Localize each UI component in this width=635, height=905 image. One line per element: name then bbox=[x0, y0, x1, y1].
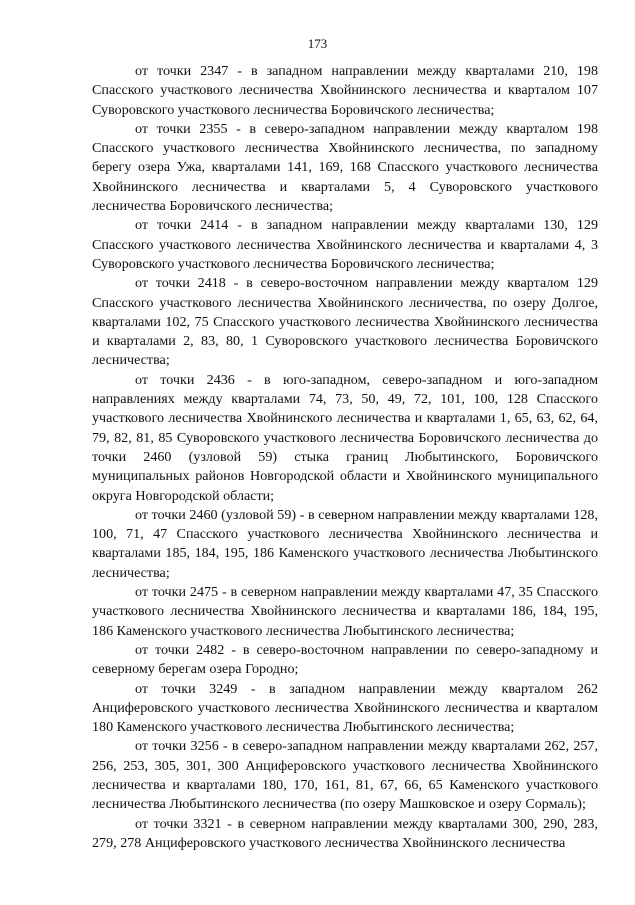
paragraph: от точки 2418 - в северо-восточном направлении между кварталом 129 Спасского участкового лесничества Хвойнинского лесничества, по озеру Долгое, кварталами 102, 75 Спасского участкового лесничества Хвойнинского лесничества и кварталами 2, 83, 80, 1 Суворовского участкового лесничества Боровичского лесничества; bbox=[92, 275, 598, 369]
paragraph: от точки 3256 - в северо-западном направлении между кварталами 262, 257, 256, 253, 305, 301, 300 Анциферовского участкового лесничества Хвойнинского лесничества и кварталами 180, 170, 161, 81, 67, 66, 65 Каменского участкового лесничества Любытинского лесничества (по озеру Машковское и озеру Сормаль); bbox=[92, 738, 598, 813]
paragraph: от точки 3321 - в северном направлении между кварталами 300, 290, 283, 279, 278 Анциферовского участкового лесничества Хвойнинского лесничества bbox=[92, 815, 598, 851]
paragraph: от точки 2460 (узловой 59) - в северном направлении между кварталами 128, 100, 71, 47 Спасского участкового лесничества Хвойнинского лесничества и кварталами 185, 184, 195, 186 Каменского участкового лесничества Любытинского лесничества; bbox=[92, 506, 598, 581]
paragraph: от точки 2475 - в северном направлении между кварталами 47, 35 Спасского участкового лесничества Хвойнинского лесничества и кварталами 186, 184, 195, 186 Каменского участкового лесничества Любытинского лесничества; bbox=[92, 584, 598, 639]
document-body bbox=[92, 62, 598, 853]
paragraph: от точки 2436 - в юго-западном, северо-западном и юго-западном направлениях между кварталами 74, 73, 50, 49, 72, 101, 100, 128 Спасского участкового лесничества Хвойнинского лесничества и кварталами 1, 65, 63, 62, 64, 79, 82, 81, 85 Суворовского участкового лесничества Боровичского лесничества до точки 2460 (узловой 59) стыка границ Любытинского, Боровичского муниципальных районов Новгородской области и Хвойнинского муниципального округа Новгородской области; bbox=[92, 371, 598, 504]
paragraph: от точки 2355 - в северо-западном направлении между кварталом 198 Спасского участкового лесничества Хвойнинского лесничества, по западному берегу озера Ужа, кварталами 141, 169, 168 Спасского участкового лесничества Хвойнинского лесничества и кварталами 5, 4 Суворовского участкового лесничества Боровичского лесничества; bbox=[92, 120, 598, 215]
paragraph: от точки 2347 - в западном направлении между кварталами 210, 198 Спасского участкового лесничества Хвойнинского лесничества и кварталом 107 Суворовского участкового лесничества Боровичского лесничества; bbox=[92, 63, 598, 118]
paragraph: от точки 2482 - в северо-восточном направлении по северо-западному и северному берегам озера Городно; bbox=[92, 641, 598, 678]
paragraph: от точки 2414 - в западном направлении между кварталами 130, 129 Спасского участкового лесничества Хвойнинского лесничества и кварталами 4, 3 Суворовского участкового лесничества Боровичского лесничества; bbox=[92, 217, 598, 272]
paragraph: от точки 3249 - в западном направлении между кварталом 262 Анциферовского участкового лесничества Хвойнинского лесничества и кварталом 180 Каменского участкового лесничества Любытинского лесничества; bbox=[92, 680, 598, 736]
page-number: 173 bbox=[307, 36, 328, 51]
